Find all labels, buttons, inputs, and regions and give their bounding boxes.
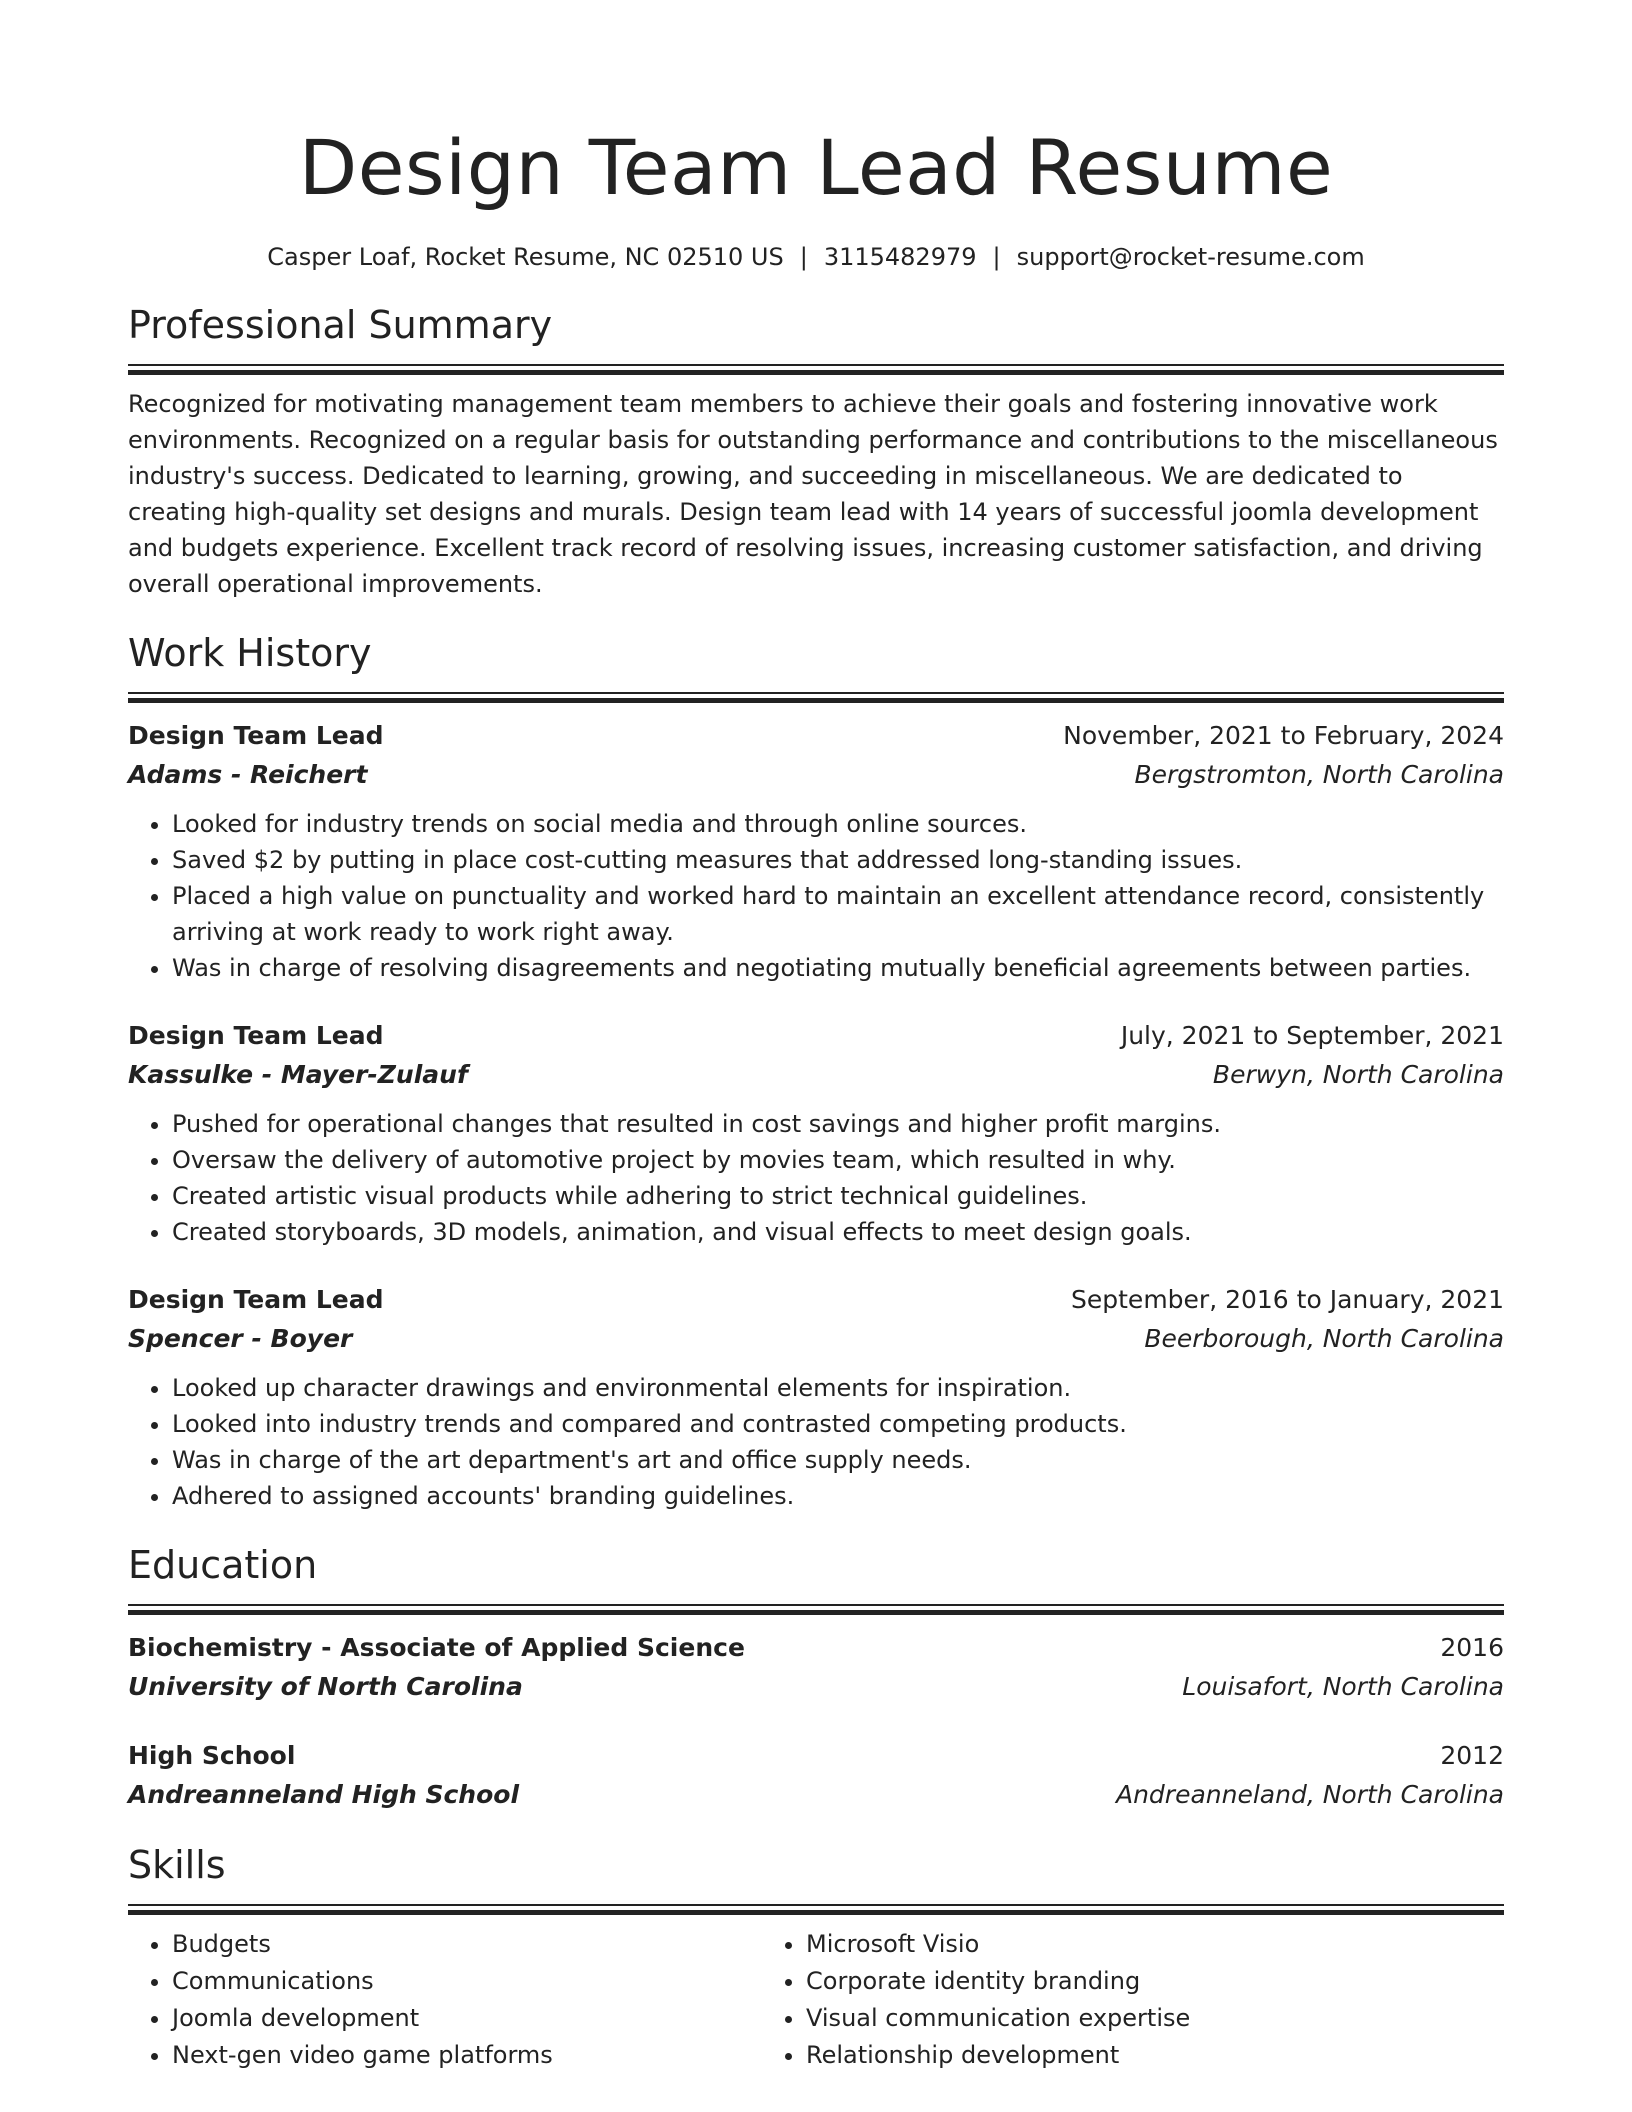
job-bullets xyxy=(128,806,1504,986)
job-location: Bergstromton, North Carolina xyxy=(1134,760,1504,789)
skills-section xyxy=(128,1840,1504,2074)
education-degree: Biochemistry - Associate of Applied Science xyxy=(128,1633,745,1662)
section-divider xyxy=(128,364,1504,374)
contact-address: Casper Loaf, Rocket Resume, NC 02510 US xyxy=(267,243,784,271)
list-item: • Saved $2 by putting in place cost-cutting measures that addressed long-standing issues. xyxy=(172,842,1504,878)
skill-item: • Relationship development xyxy=(806,2037,1396,2074)
job-dates: November, 2021 to February, 2024 xyxy=(1063,721,1504,750)
education-school: Andreanneland High School xyxy=(128,1780,520,1809)
skill-item: • Corporate identity branding xyxy=(806,1963,1396,2000)
section-divider xyxy=(128,1604,1504,1614)
contact-line xyxy=(128,240,1504,274)
list-item: • Looked into industry trends and compared and contrasted competing products. xyxy=(172,1406,1504,1442)
work-history-heading: Work History xyxy=(128,631,372,675)
list-item: • Created artistic visual products while adhering to strict technical guidelines. xyxy=(172,1178,1504,1214)
education-year: 2012 xyxy=(1440,1741,1504,1770)
contact-email: support@rocket-resume.com xyxy=(1016,243,1365,271)
job-entry xyxy=(128,716,1504,986)
skills-list-left xyxy=(128,1926,762,2074)
list-item: • Oversaw the delivery of automotive project by movies team, which resulted in why. xyxy=(172,1142,1504,1178)
job-company: Spencer - Boyer xyxy=(128,1324,353,1353)
section-divider xyxy=(128,692,1504,702)
skill-item: • Microsoft Visio xyxy=(806,1926,1396,1963)
education-year: 2016 xyxy=(1440,1633,1504,1662)
contact-separator: | xyxy=(992,243,1001,271)
skills-list-right xyxy=(762,1926,1396,2074)
list-item: • Looked up character drawings and environmental elements for inspiration. xyxy=(172,1370,1504,1406)
job-entry xyxy=(128,1016,1504,1250)
skill-item: • Visual communication expertise xyxy=(806,2000,1396,2037)
job-dates: July, 2021 to September, 2021 xyxy=(1120,1021,1504,1050)
skill-item: • Communications xyxy=(172,1963,762,2000)
skill-item: • Budgets xyxy=(172,1926,762,1963)
work-history-section xyxy=(128,628,1504,1514)
job-company: Adams - Reichert xyxy=(128,760,368,789)
summary-text: Recognized for motivating management team members to achieve their goals and fostering innovative work environments. Recognized on a regular basis for outstanding performance and contributions to the miscellaneous industry's success. Dedicated to learning, growing, and succeeding in miscellaneous. We are dedicated to creating high-quality set designs and murals. Design team lead with 14 years of successful joomla development and budgets experience. Excellent track record of resolving issues, increasing customer satisfaction, and driving overall operational improvements. xyxy=(128,390,1498,598)
skills-columns xyxy=(128,1926,1504,2074)
education-location: Andreanneland, North Carolina xyxy=(1115,1780,1504,1809)
job-bullets xyxy=(128,1370,1504,1514)
page-title: Design Team Lead Resume xyxy=(298,123,1334,212)
job-location: Berwyn, North Carolina xyxy=(1212,1060,1504,1089)
education-entry xyxy=(128,1628,1504,1706)
list-item: • Created storyboards, 3D models, animation, and visual effects to meet design goals. xyxy=(172,1214,1504,1250)
list-item: • Looked for industry trends on social media and through online sources. xyxy=(172,806,1504,842)
summary-section xyxy=(128,300,1504,602)
job-title: Design Team Lead xyxy=(128,721,384,750)
job-title: Design Team Lead xyxy=(128,1285,384,1314)
skill-item: • Next-gen video game platforms xyxy=(172,2037,762,2074)
job-title: Design Team Lead xyxy=(128,1021,384,1050)
education-entry xyxy=(128,1736,1504,1814)
job-location: Beerborough, North Carolina xyxy=(1144,1324,1504,1353)
job-bullets xyxy=(128,1106,1504,1250)
summary-heading: Professional Summary xyxy=(128,303,553,347)
skill-item: • Joomla development xyxy=(172,2000,762,2037)
education-degree: High School xyxy=(128,1741,296,1770)
education-school: University of North Carolina xyxy=(128,1672,523,1701)
education-heading: Education xyxy=(128,1543,318,1587)
contact-phone: 3115482979 xyxy=(823,243,977,271)
contact-separator: | xyxy=(799,243,808,271)
job-dates: September, 2016 to January, 2021 xyxy=(1071,1285,1504,1314)
list-item: • Pushed for operational changes that resulted in cost savings and higher profit margins. xyxy=(172,1106,1504,1142)
skills-heading: Skills xyxy=(128,1843,226,1887)
section-divider xyxy=(128,1904,1504,1914)
job-company: Kassulke - Mayer-Zulauf xyxy=(128,1060,468,1089)
education-section xyxy=(128,1540,1504,1814)
list-item: • Placed a high value on punctuality and worked hard to maintain an excellent attendance record, consistently arriving at work ready to work right away. xyxy=(172,878,1504,950)
list-item: • Adhered to assigned accounts' branding guidelines. xyxy=(172,1478,1504,1514)
education-location: Louisafort, North Carolina xyxy=(1182,1672,1504,1701)
job-entry xyxy=(128,1280,1504,1514)
list-item: • Was in charge of resolving disagreements and negotiating mutually beneficial agreements between parties. xyxy=(172,950,1504,986)
list-item: • Was in charge of the art department's art and office supply needs. xyxy=(172,1442,1504,1478)
